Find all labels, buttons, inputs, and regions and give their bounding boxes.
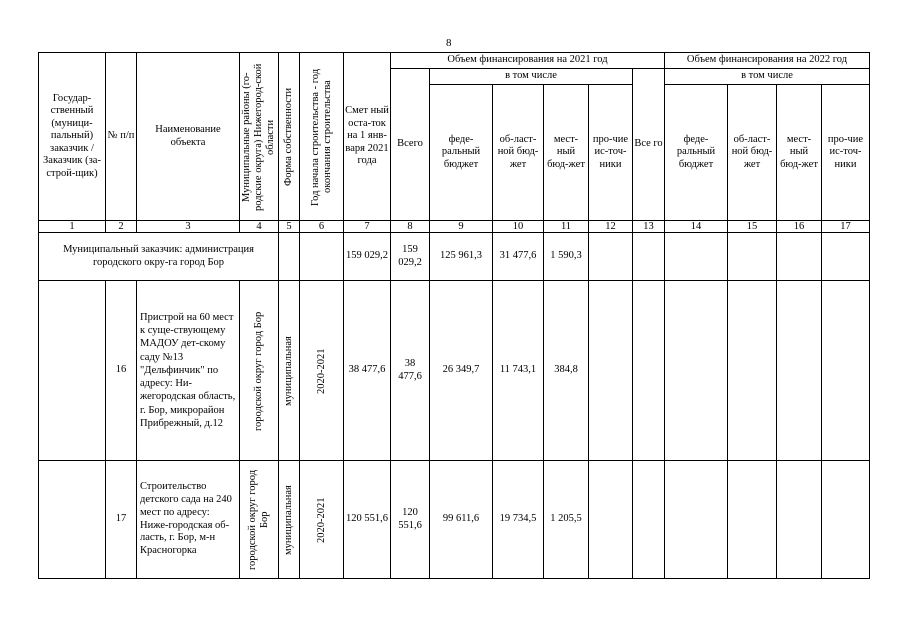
- header-regional-2021: об-ласт-ной бюд-жет: [493, 85, 544, 221]
- summary-total: 159 029,2: [391, 233, 430, 281]
- row-other: [589, 461, 633, 579]
- table-row: [39, 281, 870, 461]
- summary-years: [300, 233, 344, 281]
- summary-total-2022: [633, 233, 665, 281]
- header-fin-2022: Объем финансирования на 2022 год: [665, 53, 870, 69]
- header-federal-2021: феде-ральный бюджет: [430, 85, 493, 221]
- header-other-2021: про-чие ис-точ-ники: [589, 85, 633, 221]
- row-total-2022: [633, 281, 665, 461]
- column-number: 4: [240, 221, 279, 233]
- financing-table: [38, 52, 870, 579]
- header-years: Год начала строительства - год окончания строительства: [300, 53, 344, 221]
- row-regional: 19 734,5: [493, 461, 544, 579]
- header-num: № п/п: [106, 53, 137, 221]
- summary-local: 1 590,3: [544, 233, 589, 281]
- row-remainder: 38 477,6: [344, 281, 391, 461]
- summary-local-2022: [777, 233, 822, 281]
- column-number: 9: [430, 221, 493, 233]
- row-local: 1 205,5: [544, 461, 589, 579]
- page-number: 8: [446, 37, 452, 49]
- row-ownership: муниципальная: [279, 281, 300, 461]
- header-local-2021: мест-ный бюд-жет: [544, 85, 589, 221]
- row-local: 384,8: [544, 281, 589, 461]
- column-number: 11: [544, 221, 589, 233]
- column-number: 6: [300, 221, 344, 233]
- column-number: 7: [344, 221, 391, 233]
- row-regional: 11 743,1: [493, 281, 544, 461]
- column-number: 12: [589, 221, 633, 233]
- row-other: [589, 281, 633, 461]
- row-federal: 26 349,7: [430, 281, 493, 461]
- row-remainder: 120 551,6: [344, 461, 391, 579]
- row-num: 16: [106, 281, 137, 461]
- row-other-2022: [822, 461, 870, 579]
- row-ownership: муниципальная: [279, 461, 300, 579]
- column-number: 15: [728, 221, 777, 233]
- column-number: 2: [106, 221, 137, 233]
- column-number: 17: [822, 221, 870, 233]
- row-district: городской округ город Бор: [240, 461, 279, 579]
- header-including-2021: в том числе: [430, 69, 633, 85]
- column-number-row: [39, 221, 870, 233]
- row-num: 17: [106, 461, 137, 579]
- row-regional-2022: [728, 461, 777, 579]
- header-total-2021: Всего: [391, 69, 430, 221]
- summary-regional-2022: [728, 233, 777, 281]
- row-customer: [39, 281, 106, 461]
- column-number: 13: [633, 221, 665, 233]
- row-federal: 99 611,6: [430, 461, 493, 579]
- header-district: Муниципальные районы (го-родские округа) Нижегород-ской области: [240, 53, 279, 221]
- header-ownership: Форма собственности: [279, 53, 300, 221]
- row-object-name: Строительство детского сада на 240 мест по адресу: Ниже-городская об-ласть, г. Бор, м-н Красногорка: [137, 461, 240, 579]
- column-number: 14: [665, 221, 728, 233]
- row-total-2022: [633, 461, 665, 579]
- row-federal-2022: [665, 281, 728, 461]
- row-federal-2022: [665, 461, 728, 579]
- row-district: городской округ город Бор: [240, 281, 279, 461]
- header-including-2022: в том числе: [665, 69, 870, 85]
- row-object-name: Пристрой на 60 мест к суще-ствующему МАДОУ дет-скому саду №13 "Дельфинчик" по адресу: Ни-жегородская область, г. Бор, микрорайон Прибрежный, д.12: [137, 281, 240, 461]
- header-fin-2021: Объем финансирования на 2021 год: [391, 53, 665, 69]
- row-years: 2020-2021: [300, 281, 344, 461]
- row-total: 38 477,6: [391, 281, 430, 461]
- header-customer: Государ-ственный (муници-пальный) заказчик /Заказчик (за-строй-щик): [39, 53, 106, 221]
- row-customer: [39, 461, 106, 579]
- summary-label: Муниципальный заказчик: администрация городского окру-га город Бор: [39, 233, 279, 281]
- row-local-2022: [777, 281, 822, 461]
- column-number: 16: [777, 221, 822, 233]
- row-total: 120 551,6: [391, 461, 430, 579]
- row-years: 2020-2021: [300, 461, 344, 579]
- summary-federal: 125 961,3: [430, 233, 493, 281]
- summary-ownership: [279, 233, 300, 281]
- column-number: 8: [391, 221, 430, 233]
- header-regional-2022: об-ласт-ной бюд-жет: [728, 85, 777, 221]
- header-total-2022: Все го: [633, 69, 665, 221]
- header-object-name: Наименование объекта: [137, 53, 240, 221]
- header-other-2022: про-чие ис-точ-ники: [822, 85, 870, 221]
- column-number: 3: [137, 221, 240, 233]
- summary-remainder: 159 029,2: [344, 233, 391, 281]
- row-regional-2022: [728, 281, 777, 461]
- summary-regional: 31 477,6: [493, 233, 544, 281]
- summary-federal-2022: [665, 233, 728, 281]
- row-other-2022: [822, 281, 870, 461]
- column-number: 10: [493, 221, 544, 233]
- column-number: 5: [279, 221, 300, 233]
- header-remainder: Смет ный оста-ток на 1 янв-варя 2021 года: [344, 53, 391, 221]
- summary-other: [589, 233, 633, 281]
- table-row: [39, 461, 870, 579]
- row-local-2022: [777, 461, 822, 579]
- header-federal-2022: феде-ральный бюджет: [665, 85, 728, 221]
- column-number: 1: [39, 221, 106, 233]
- header-local-2022: мест-ный бюд-жет: [777, 85, 822, 221]
- summary-row: [39, 233, 870, 281]
- summary-other-2022: [822, 233, 870, 281]
